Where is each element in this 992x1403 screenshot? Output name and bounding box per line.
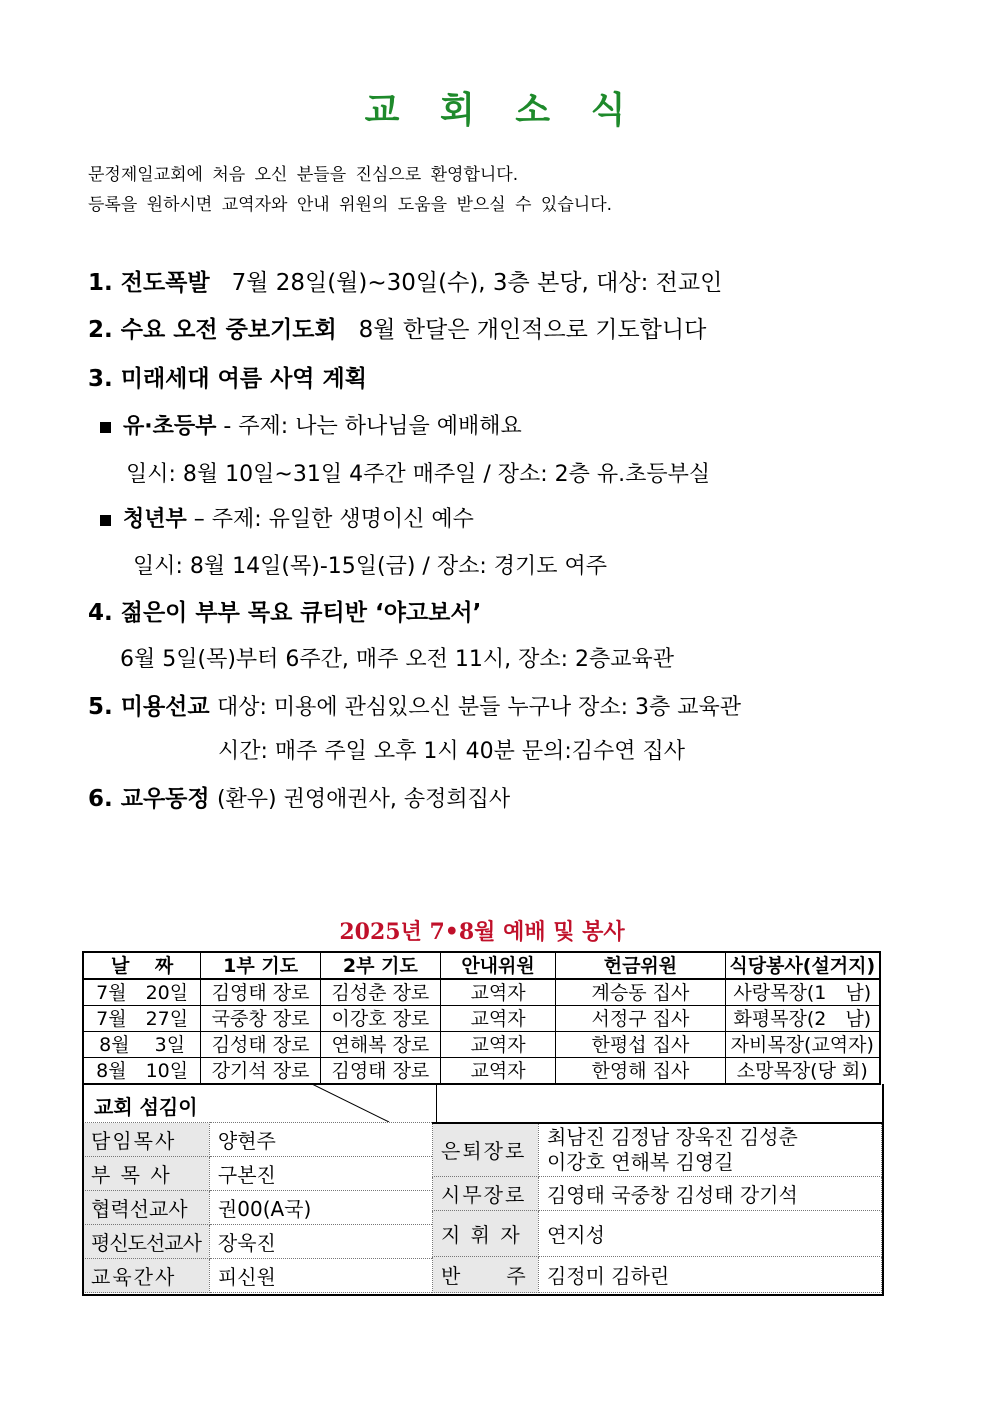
table-row bbox=[83, 979, 880, 1006]
table-row bbox=[83, 1032, 880, 1058]
schedule-cell: 강기석 장로 bbox=[201, 1058, 321, 1085]
table-row bbox=[83, 1191, 434, 1225]
schedule-cell: 한영해 집사 bbox=[556, 1058, 725, 1085]
news-item-3 bbox=[88, 360, 367, 393]
schedule-cell: 김영태 장로 bbox=[321, 1058, 441, 1085]
table-row bbox=[83, 1259, 434, 1293]
news-item-3-title: 3. 미래세대 여름 사역 계획 bbox=[88, 366, 367, 392]
news-item-3b bbox=[100, 502, 474, 533]
schedule-cell: 8월 10일 bbox=[83, 1058, 201, 1085]
intro-line-1: 문정제일교회에 처음 오신 분들을 진심으로 환영합니다. bbox=[88, 165, 519, 185]
staff-label: 담임목사 bbox=[83, 1123, 210, 1157]
news-item-3b-title: 청년부 bbox=[123, 507, 187, 532]
staff-label: 부 목 사 bbox=[83, 1157, 210, 1191]
news-item-5-text: 대상: 미용에 관심있으신 분들 누구나 장소: 3층 교육관 bbox=[216, 695, 742, 720]
schedule-table bbox=[82, 951, 881, 1085]
schedule-header-usher: 안내위원 bbox=[440, 952, 556, 979]
table-row bbox=[83, 1225, 434, 1259]
staff-value: 구본진 bbox=[209, 1157, 433, 1191]
schedule-header-kitchen: 식당봉사(설거지) bbox=[725, 952, 880, 979]
intro-text bbox=[88, 160, 612, 220]
news-item-1-text: 7월 28일(월)~30일(수), 3층 본당, 대상: 전교인 bbox=[231, 270, 723, 296]
news-item-3b-text: – 주제: 유일한 생명이신 예수 bbox=[193, 507, 474, 532]
news-item-2 bbox=[88, 311, 706, 344]
staff-table-left bbox=[82, 1122, 434, 1293]
schedule-cell: 8월 3일 bbox=[83, 1032, 201, 1058]
page-title: 교 회 소 식 bbox=[364, 89, 628, 131]
news-item-4 bbox=[88, 594, 481, 627]
schedule-cell: 김영태 장로 bbox=[201, 979, 321, 1006]
news-item-6 bbox=[88, 780, 510, 813]
schedule-cell: 연해복 장로 bbox=[321, 1032, 441, 1058]
news-item-1 bbox=[88, 264, 722, 297]
schedule-cell: 교역자 bbox=[440, 1032, 556, 1058]
staff-value: 장욱진 bbox=[209, 1225, 433, 1259]
table-row bbox=[83, 1058, 880, 1085]
schedule-title: 2025년 7•8월 예배 및 봉사 bbox=[339, 919, 625, 945]
schedule-cell: 화평목장(2 남) bbox=[725, 1006, 880, 1032]
news-item-5 bbox=[88, 688, 741, 721]
schedule-cell: 자비목장(교역자) bbox=[725, 1032, 880, 1058]
table-row bbox=[433, 1257, 882, 1293]
news-item-6-text: (환우) 권영애권사, 송정희집사 bbox=[216, 787, 511, 812]
staff-value: 김영태 국중창 김성태 강기석 bbox=[538, 1177, 881, 1211]
staff-heading-box bbox=[82, 1084, 437, 1122]
staff-value-line: 최남진 김정남 장욱진 김성춘 bbox=[546, 1124, 798, 1149]
news-item-3b-date: 일시: 8월 14일(목)-15일(금) / 장소: 경기도 여주 bbox=[133, 554, 607, 579]
schedule-cell: 계승동 집사 bbox=[556, 979, 725, 1006]
schedule-cell: 김성태 장로 bbox=[201, 1032, 321, 1058]
news-item-5-title: 5. 미용선교 bbox=[88, 694, 210, 720]
news-item-6-title: 6. 교우동정 bbox=[88, 786, 210, 812]
staff-frame-divider bbox=[432, 1122, 882, 1124]
news-item-3a-date: 일시: 8월 10일~31일 4주간 매주일 / 장소: 2층 유.초등부실 bbox=[126, 462, 711, 487]
schedule-header-offering: 헌금위원 bbox=[556, 952, 725, 979]
news-item-4-title: 4. 젊은이 부부 목요 큐티반 ‘야고보서’ bbox=[88, 600, 482, 626]
schedule-cell: 교역자 bbox=[440, 979, 556, 1006]
news-item-5-text-2: 시간: 매주 주일 오후 1시 40분 문의:김수연 집사 bbox=[218, 739, 686, 764]
staff-heading: 교회 섬김이 bbox=[94, 1095, 198, 1119]
staff-label: 평신도선교사 bbox=[83, 1225, 210, 1259]
schedule-cell: 이강호 장로 bbox=[321, 1006, 441, 1032]
staff-value: 피신원 bbox=[209, 1259, 433, 1293]
staff-table-right bbox=[432, 1122, 882, 1293]
schedule-cell: 7월 27일 bbox=[83, 1006, 201, 1032]
schedule-header-prayer-2: 2부 기도 bbox=[321, 952, 441, 979]
schedule-cell: 소망목장(당 회) bbox=[725, 1058, 880, 1085]
schedule-cell: 사랑목장(1 남) bbox=[725, 979, 880, 1006]
schedule-header-prayer-1: 1부 기도 bbox=[201, 952, 321, 979]
news-item-2-title: 2. 수요 오전 중보기도회 bbox=[88, 317, 337, 343]
schedule-header-date: 날 짜 bbox=[83, 952, 201, 979]
schedule-cell: 한평섭 집사 bbox=[556, 1032, 725, 1058]
schedule-cell: 서정구 집사 bbox=[556, 1006, 725, 1032]
schedule-cell: 7월 20일 bbox=[83, 979, 201, 1006]
staff-value-line: 이강호 연해복 김영길 bbox=[546, 1149, 734, 1174]
staff-label: 은퇴장로 bbox=[433, 1123, 539, 1177]
intro-line-2: 등록을 원하시면 교역자와 안내 위원의 도움을 받으실 수 있습니다. bbox=[88, 195, 613, 215]
square-bullet-icon bbox=[100, 422, 111, 433]
schedule-cell: 교역자 bbox=[440, 1058, 556, 1085]
table-row bbox=[433, 1123, 882, 1177]
news-item-4-text: 6월 5일(목)부터 6주간, 매주 오전 11시, 장소: 2층교육관 bbox=[120, 647, 675, 672]
schedule-cell: 국중창 장로 bbox=[201, 1006, 321, 1032]
square-bullet-icon bbox=[100, 515, 111, 526]
schedule-cell: 김성춘 장로 bbox=[321, 979, 441, 1006]
staff-label: 교육간사 bbox=[83, 1259, 210, 1293]
staff-value bbox=[538, 1123, 881, 1177]
news-item-3a bbox=[100, 409, 522, 440]
news-item-3a-text: - 주제: 나는 하나님을 예배해요 bbox=[223, 414, 522, 439]
table-row bbox=[433, 1211, 882, 1257]
table-row bbox=[433, 1177, 882, 1211]
staff-value: 연지성 bbox=[538, 1211, 881, 1257]
table-row bbox=[83, 1123, 434, 1157]
staff-value: 권00(A국) bbox=[209, 1191, 433, 1225]
news-item-3a-title: 유·초등부 bbox=[123, 414, 217, 439]
news-item-1-title: 1. 전도폭발 bbox=[88, 270, 210, 296]
schedule-cell: 교역자 bbox=[440, 1006, 556, 1032]
news-item-2-text: 8월 한달은 개인적으로 기도합니다 bbox=[358, 317, 707, 343]
staff-value: 양현주 bbox=[209, 1123, 433, 1157]
staff-label: 시무장로 bbox=[433, 1177, 539, 1211]
staff-label: 반 주 bbox=[433, 1257, 539, 1293]
staff-label: 협력선교사 bbox=[83, 1191, 210, 1225]
table-row bbox=[83, 1006, 880, 1032]
schedule-header-row bbox=[83, 952, 880, 979]
table-row bbox=[83, 1157, 434, 1191]
staff-value: 김정미 김하린 bbox=[538, 1257, 881, 1293]
staff-label: 지 휘 자 bbox=[433, 1211, 539, 1257]
